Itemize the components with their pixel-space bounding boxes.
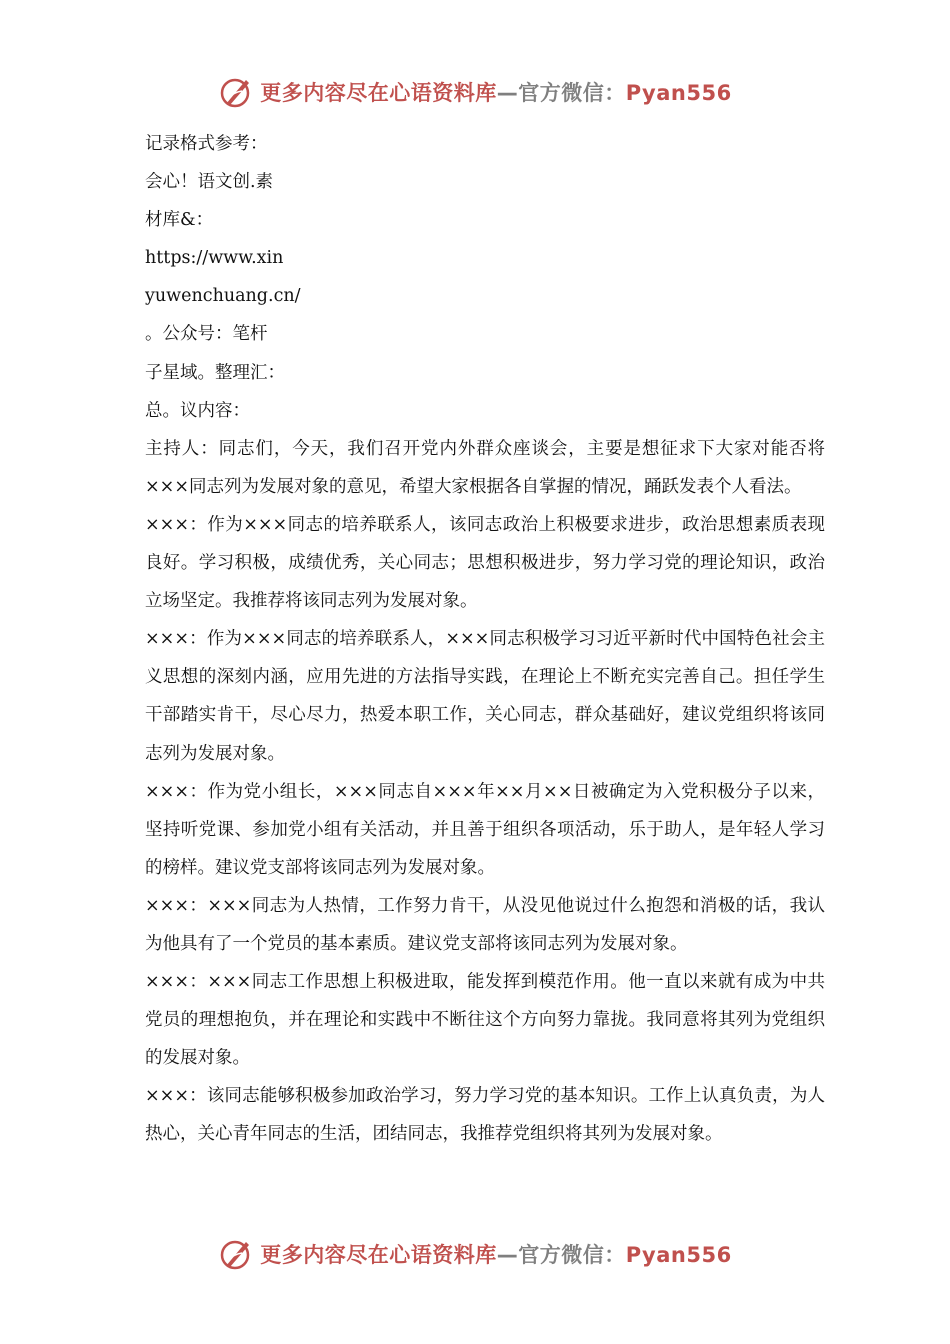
paragraph-speaker: ×××：作为党小组长，×××同志自×××年××月××日被确定为入党积极分子以来，坚持听党课、参加党小组有关活动，并且善于组织各项活动，乐于助人，是年轻人学习的榜样。建议党支部将该同志列为发展对象。 (145, 781, 825, 878)
text-line: 。公众号：笔杆 (145, 324, 268, 345)
text-line: yuwenchuang.cn/ (145, 286, 301, 307)
text-line: 会心！语文创.素 (145, 172, 274, 193)
text-line: 总。议内容： (145, 400, 250, 421)
header-banner (0, 70, 950, 114)
paragraph-speaker: ×××：作为×××同志的培养联系人，×××同志积极学习习近平新时代中国特色社会主义思想的深刻内涵，应用先进的方法指导实践，在理论上不断充实完善自己。担任学生干部踏实肯干，尽心尽力，热爱本职工作，关心同志，群众基础好，建议党组织将该同志列为发展对象。 (145, 629, 825, 764)
banner-text: 更多内容尽在心语资料库—官方微信：Pyan556 (260, 81, 732, 105)
text-line: 材库&： (145, 210, 214, 231)
text-line: 记录格式参考： (145, 134, 268, 154)
document-body (145, 125, 825, 1154)
quill-logo-icon (218, 1236, 254, 1272)
text-line: https://www.xin (145, 248, 284, 269)
paragraph-speaker: ×××：×××同志为人热情，工作努力肯干，从没见他说过什么抱怨和消极的话，我认为他具有了一个党员的基本素质。建议党支部将该同志列为发展对象。 (145, 895, 825, 954)
paragraph-speaker: ×××：×××同志工作思想上积极进取，能发挥到模范作用。他一直以来就有成为中共党员的理想抱负，并在理论和实践中不断往这个方向努力靠拢。我同意将其列为党组织的发展对象。 (145, 972, 825, 1069)
paragraph-speaker: ×××：该同志能够积极参加政治学习，努力学习党的基本知识。工作上认真负责，为人热心，关心青年同志的生活，团结同志，我推荐党组织将其列为发展对象。 (145, 1086, 825, 1145)
text-line: 子星域。整理汇： (145, 362, 285, 383)
paragraph-host: 主持人：同志们，今天，我们召开党内外群众座谈会，主要是想征求下大家对能否将×××同志列为发展对象的意见，希望大家根据各自掌握的情况，踊跃发表个人看法。 (145, 438, 825, 497)
banner-text: 更多内容尽在心语资料库—官方微信：Pyan556 (260, 1243, 732, 1267)
footer-banner (0, 1232, 950, 1276)
quill-logo-icon (218, 74, 254, 110)
paragraph-speaker: ×××：作为×××同志的培养联系人，该同志政治上积极要求进步，政治思想素质表现良好。学习积极，成绩优秀，关心同志；思想积极进步，努力学习党的理论知识，政治立场坚定。我推荐将该同志列为发展对象。 (145, 514, 825, 612)
